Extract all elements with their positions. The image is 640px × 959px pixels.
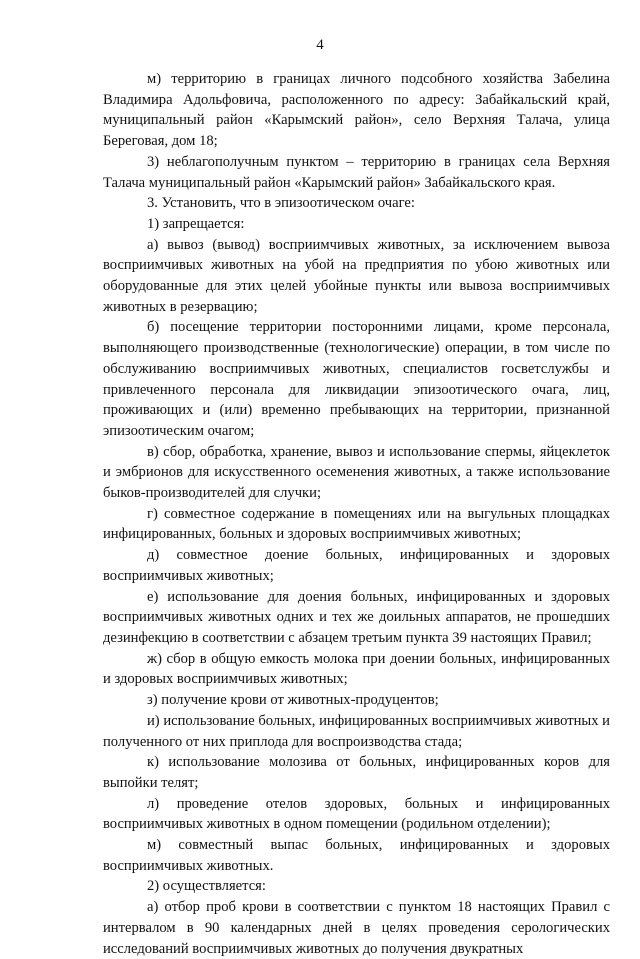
paragraph-item-zh: ж) сбор в общую емкость молока при доении больных, инфицированных и здоровых восприимчивых животных;	[103, 650, 610, 688]
paragraph-performed-heading: 2) осуществляется:	[147, 878, 266, 895]
paragraph-item-m: м) совместный выпас больных, инфицированных и здоровых восприимчивых животных.	[103, 837, 610, 874]
paragraph-unfavorable-point: 3) неблагополучным пунктом – территорию в границах села Верхняя Талача муниципальный район «Карымский район» Забайкальского края.	[103, 153, 610, 191]
paragraph-item-l: л) проведение отелов здоровых, больных и инфицированных восприимчивых животных в одном помещении (родильном отделении);	[103, 795, 610, 833]
paragraph-item-e: е) использование для доения больных, инфицированных и здоровых восприимчивых животных одних и тех же доильных аппаратов, не прошедших дезинфекцию в соответствии с абзацем третьим пункта 39 настоящих Правил;	[103, 588, 610, 646]
paragraph-item-b: б) посещение территории посторонними лицами, кроме персонала, выполняющего производственные (технологические) операции, в том числе по обслуживанию восприимчивых животных, специалистов госветслужбы и привлеченного персонала для ликвидации эпизоотического очага, лиц, проживающих и (или) временно пребывающих на территории, признанной эпизоотическим очагом;	[103, 319, 610, 439]
paragraph-item-k: к) использование молозива от больных, инфицированных коров для выпойки телят;	[103, 754, 610, 791]
paragraph-item-a: а) вывоз (вывод) восприимчивых животных, за исключением вывоза восприимчивых животных на убой на предприятия по убою животных или оборудованные для этих целей убойные пункты или вывоза восприимчивых животных в резервацию;	[103, 236, 610, 315]
paragraph-item-i: и) использование больных, инфицированных восприимчивых животных и полученного от них приплода для воспроизводства стада;	[103, 712, 610, 750]
paragraph-item-d: д) совместное доение больных, инфицированных и здоровых восприимчивых животных;	[103, 547, 610, 584]
paragraph-prohibited-heading: 1) запрещается:	[147, 215, 245, 232]
paragraph-item-v: в) сбор, обработка, хранение, вывоз и использование спермы, яйцеклеток и эмбрионов для искусственного осеменения животных, а также использование быков-производителей для случки;	[103, 443, 610, 502]
page-number: 4	[316, 37, 324, 53]
paragraph-item-z: з) получение крови от животных-продуцентов;	[147, 692, 439, 709]
paragraph-section-3: 3. Установить, что в эпизоотическом очаге:	[147, 195, 415, 212]
document-body	[103, 69, 610, 959]
paragraph-performed-item-a: а) отбор проб крови в соответствии с пунктом 18 настоящих Правил с интервалом в 90 календарных дней в целях проведения серологических исследований восприимчивых животных до получения двукратных	[103, 899, 610, 957]
paragraph-m-territory: м) территорию в границах личного подсобного хозяйства Забелина Владимира Адольфовича, расположенного по адресу: Забайкальский край, муниципальный район «Карымский район», село Верхняя Талача, улица Береговая, дом 18;	[103, 71, 610, 150]
paragraph-item-g: г) совместное содержание в помещениях или на выгульных площадках инфицированных, больных и здоровых восприимчивых животных;	[103, 505, 610, 543]
